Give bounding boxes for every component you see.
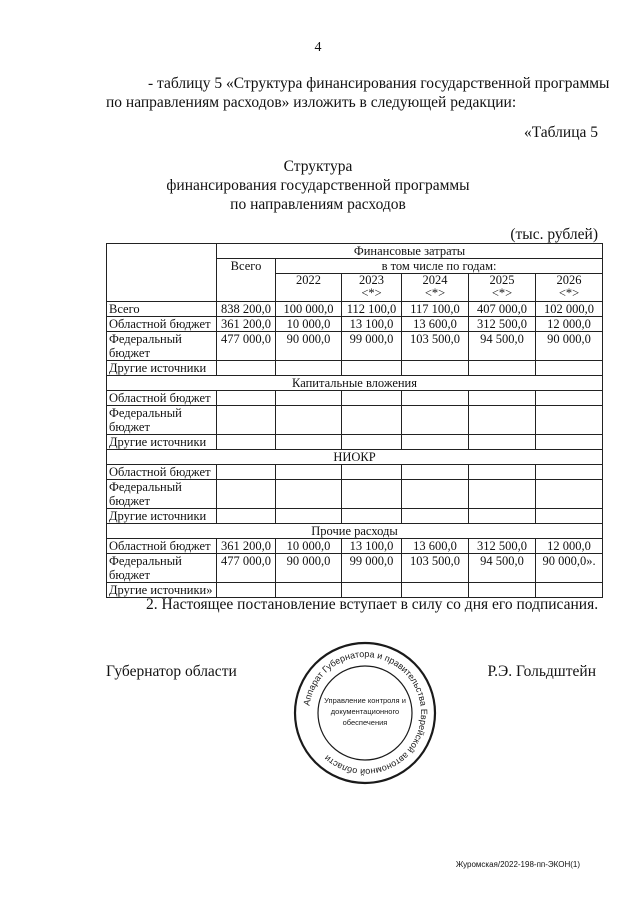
table-row bbox=[107, 391, 603, 406]
table-cell: 477 000,0 bbox=[217, 332, 276, 361]
table-cell: 477 000,0 bbox=[217, 554, 276, 583]
table-cell: 102 000,0 bbox=[536, 302, 603, 317]
table-cell bbox=[276, 361, 342, 376]
table-row bbox=[107, 480, 603, 509]
official-seal bbox=[292, 640, 438, 786]
table-row bbox=[107, 302, 603, 317]
table-cell: 312 500,0 bbox=[469, 317, 536, 332]
table-cell: 838 200,0 bbox=[217, 302, 276, 317]
table-cell: 103 500,0 bbox=[402, 554, 469, 583]
seal-ring-text: Аппарат Губернатора и правительства Еврейской автономной области bbox=[301, 648, 430, 778]
table-cell: 407 000,0 bbox=[469, 302, 536, 317]
table-title-line-3: по направлениям расходов bbox=[230, 196, 406, 213]
seal-center-line-2: документационного bbox=[330, 707, 400, 716]
header-financial-costs: Финансовые затраты bbox=[217, 244, 603, 259]
table-cell: 12 000,0 bbox=[536, 539, 603, 554]
table-cell: 90 000,0 bbox=[536, 332, 603, 361]
table-cell: 12 000,0 bbox=[536, 317, 603, 332]
table-cell: 13 100,0 bbox=[342, 317, 402, 332]
table-cell: 10 000,0 bbox=[276, 317, 342, 332]
row-label: Областной бюджет bbox=[107, 391, 217, 406]
section-header-other: Прочие расходы bbox=[107, 524, 603, 539]
row-label: Областной бюджет bbox=[107, 539, 217, 554]
units-label: (тыс. рублей) bbox=[510, 226, 598, 243]
table-cell: 90 000,0 bbox=[276, 554, 342, 583]
corner-cell bbox=[107, 244, 217, 302]
table-cell: 13 100,0 bbox=[342, 539, 402, 554]
section-header-niokr: НИОКР bbox=[107, 450, 603, 465]
table-row bbox=[107, 509, 603, 524]
header-year: 2023 <*> bbox=[342, 274, 402, 302]
row-label: Другие источники» bbox=[107, 583, 217, 598]
table-cell bbox=[217, 361, 276, 376]
row-label: Другие источники bbox=[107, 361, 217, 376]
table-cell: 13 600,0 bbox=[402, 317, 469, 332]
table-row bbox=[107, 332, 603, 361]
signature-name: Р.Э. Гольдштейн bbox=[487, 663, 596, 680]
table-row bbox=[107, 554, 603, 583]
table-cell: 10 000,0 bbox=[276, 539, 342, 554]
table-cell: 94 500,0 bbox=[469, 332, 536, 361]
table-cell bbox=[402, 361, 469, 376]
table-cell: 90 000,0 bbox=[276, 332, 342, 361]
seal-center-line-3: обеспечения bbox=[342, 718, 388, 727]
table-title-line-2: финансирования государственной программы bbox=[166, 177, 470, 194]
table-cell: 94 500,0 bbox=[469, 554, 536, 583]
row-label: Федеральный бюджет bbox=[107, 406, 217, 435]
table-cell: 99 000,0 bbox=[342, 332, 402, 361]
row-label: Другие источники bbox=[107, 435, 217, 450]
row-label: Федеральный бюджет bbox=[107, 480, 217, 509]
table-cell: 90 000,0». bbox=[536, 554, 603, 583]
decree-clause-2: 2. Настоящее постановление вступает в силу со дня его подписания. bbox=[146, 596, 599, 613]
table-cell bbox=[536, 361, 603, 376]
table-row bbox=[107, 361, 603, 376]
table-row bbox=[107, 539, 603, 554]
table-cell: 103 500,0 bbox=[402, 332, 469, 361]
row-label: Всего bbox=[107, 302, 217, 317]
header-total: Всего bbox=[217, 259, 276, 302]
table-row bbox=[107, 317, 603, 332]
row-label: Областной бюджет bbox=[107, 465, 217, 480]
table-cell bbox=[342, 361, 402, 376]
table-cell: 112 100,0 bbox=[342, 302, 402, 317]
table-cell: 361 200,0 bbox=[217, 539, 276, 554]
table-cell: 117 100,0 bbox=[402, 302, 469, 317]
seal-center-line-1: Управление контроля и bbox=[324, 696, 406, 705]
section-header-capital: Капитальные вложения bbox=[107, 376, 603, 391]
intro-line-2: по направлениям расходов» изложить в следующей редакции: bbox=[106, 94, 517, 111]
header-year: 2026 <*> bbox=[536, 274, 603, 302]
header-year: 2022 bbox=[276, 274, 342, 302]
table-reference: «Таблица 5 bbox=[523, 124, 598, 141]
table-cell: 100 000,0 bbox=[276, 302, 342, 317]
table-cell: 13 600,0 bbox=[402, 539, 469, 554]
intro-line-1: - таблицу 5 «Структура финансирования государственной программы bbox=[148, 75, 610, 92]
table-row bbox=[107, 465, 603, 480]
table-cell: 99 000,0 bbox=[342, 554, 402, 583]
footer-document-code: Журомская/2022-198-пп-ЭКОН(1) bbox=[455, 860, 580, 869]
table-row bbox=[107, 435, 603, 450]
header-year: 2025 <*> bbox=[469, 274, 536, 302]
row-label: Федеральный бюджет bbox=[107, 332, 217, 361]
table-row bbox=[107, 406, 603, 435]
signature-title: Губернатор области bbox=[106, 663, 237, 680]
table-title-line-1: Структура bbox=[283, 158, 353, 175]
header-by-years: в том числе по годам: bbox=[276, 259, 603, 274]
row-label: Федеральный бюджет bbox=[107, 554, 217, 583]
seal-graphic bbox=[292, 640, 438, 786]
table-cell bbox=[469, 361, 536, 376]
table-cell: 361 200,0 bbox=[217, 317, 276, 332]
page-number: 4 bbox=[314, 40, 322, 55]
row-label: Областной бюджет bbox=[107, 317, 217, 332]
row-label: Другие источники bbox=[107, 509, 217, 524]
header-year: 2024 <*> bbox=[402, 274, 469, 302]
financing-table bbox=[106, 243, 603, 598]
table-cell: 312 500,0 bbox=[469, 539, 536, 554]
